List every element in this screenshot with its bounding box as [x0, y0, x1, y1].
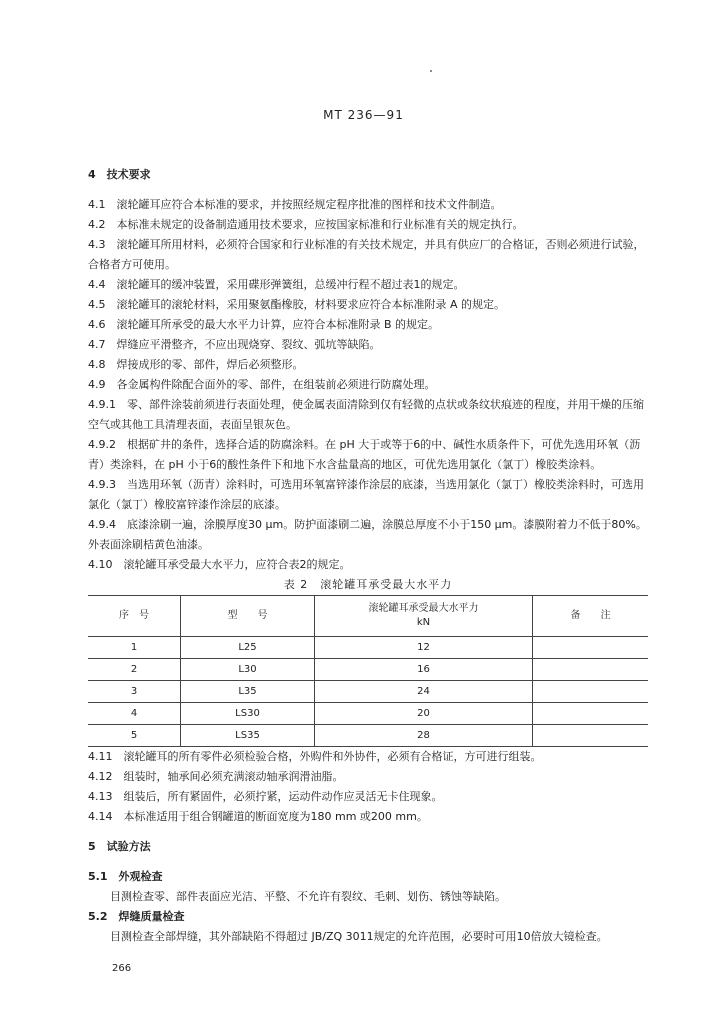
table-2-caption: 表 2 滚轮罐耳承受最大水平力 [283, 578, 453, 591]
cell-model: L25 [181, 637, 315, 659]
cell-model: L30 [181, 659, 315, 681]
cell-seq: 1 [88, 637, 181, 659]
clause-4-7: 4.7 焊缝应平滑整齐，不应出现烧穿、裂纹、弧坑等缺陷。 [88, 338, 381, 351]
cell-seq: 3 [88, 681, 181, 703]
subsection-5-2-title: 5.2 焊缝质量检查 [88, 910, 185, 923]
header-seq: 序 号 [88, 596, 181, 637]
header-note: 备 注 [533, 596, 649, 637]
table-row [88, 637, 648, 659]
table-row [88, 703, 648, 725]
clause-4-14: 4.14 本标准适用于组合钢罐道的断面宽度为180 mm 或200 mm。 [88, 810, 428, 823]
scan-speck [430, 70, 432, 72]
clause-4-6: 4.6 滚轮罐耳所承受的最大水平力计算，应符合本标准附录 B 的规定。 [88, 318, 440, 331]
subsection-5-2-text: 目测检查全部焊缝，其外部缺陷不得超过 JB/ZQ 3011规定的允许范围，必要时可用10倍放大镜检查。 [110, 930, 608, 943]
clause-4-9-3: 4.9.3 当选用环氧（沥青）涂料时，可选用环氧富锌漆作涂层的底漆，当选用氯化（氯丁）橡胶类涂料时，可选用氯化（氯丁）橡胶富锌漆作涂层的底漆。 [88, 478, 644, 511]
clause-4-9-4: 4.9.4 底漆涂刷一遍，涂膜厚度30 μm。防护面漆刷二遍，涂膜总厚度不小于150 μm。漆膜附着力不低于80%。外表面涂刷桔黄色油漆。 [88, 518, 647, 551]
clause-4-3: 4.3 滚轮罐耳所用材料，必须符合国家和行业标准的有关技术规定，并具有供应厂的合格证，否则必须进行试验，合格者方可使用。 [88, 238, 645, 271]
subsection-5-1-text: 目测检查零、部件表面应光洁、平整、不允许有裂纹、毛刺、划伤、锈蚀等缺陷。 [110, 890, 506, 903]
header-model: 型 号 [181, 596, 315, 637]
clause-4-10: 4.10 滚轮罐耳承受最大水平力，应符合表2的规定。 [88, 558, 351, 571]
clause-4-2: 4.2 本标准未规定的设备制造通用技术要求，应按国家标准和行业标准有关的规定执行。 [88, 218, 524, 231]
clause-4-13: 4.13 组装后，所有紧固件，必须拧紧，运动件动作应灵活无卡住现象。 [88, 790, 443, 803]
clause-4-9: 4.9 各金属构件除配合面外的零、部件，在组装前必须进行防腐处理。 [88, 378, 436, 391]
clause-4-1: 4.1 滚轮罐耳应符合本标准的要求，并按照经规定程序批准的图样和技术文件制造。 [88, 198, 502, 211]
cell-model: L35 [181, 681, 315, 703]
cell-note [533, 725, 649, 747]
subsection-5-1-title: 5.1 外观检查 [88, 870, 163, 883]
cell-seq: 5 [88, 725, 181, 747]
page-number: 266 [112, 963, 132, 974]
table-row [88, 681, 648, 703]
cell-force: 12 [315, 637, 533, 659]
cell-force: 16 [315, 659, 533, 681]
table-row [88, 725, 648, 747]
clause-4-9-1: 4.9.1 零、部件涂装前须进行表面处理，使金属表面清除到仅有轻微的点状或条纹状痕迹的程度，并用干燥的压缩空气或其他工具清理表面，表面呈银灰色。 [88, 398, 644, 431]
section-5-title: 5 试验方法 [88, 840, 151, 853]
clause-4-9-2: 4.9.2 根据矿井的条件，选择合适的防腐涂料。在 pH 大于或等于6的中、碱性水质条件下，可优先选用环氧（沥青）类涂料，在 pH 小于6的酸性条件下和地下水含盐量高的地区，可优先选用氯化（氯丁）橡胶类涂料。 [88, 438, 641, 471]
clause-4-5: 4.5 滚轮罐耳的滚轮材料，采用聚氨酯橡胶，材料要求应符合本标准附录 A 的规定。 [88, 298, 506, 311]
cell-seq: 4 [88, 703, 181, 725]
table-header-row [88, 596, 648, 637]
cell-seq: 2 [88, 659, 181, 681]
cell-force: 24 [315, 681, 533, 703]
cell-force: 28 [315, 725, 533, 747]
cell-force: 20 [315, 703, 533, 725]
cell-note [533, 659, 649, 681]
cell-note [533, 637, 649, 659]
cell-model: LS35 [181, 725, 315, 747]
header-force [315, 596, 533, 637]
cell-note [533, 681, 649, 703]
cell-model: LS30 [181, 703, 315, 725]
page-header: MT 236—91 [323, 108, 404, 122]
table-row [88, 659, 648, 681]
clause-4-12: 4.12 组装时，轴承间必须充满滚动轴承润滑油脂。 [88, 770, 344, 783]
table-2 [88, 595, 648, 747]
document-body [88, 165, 648, 947]
clause-4-11: 4.11 滚轮罐耳的所有零件必须检验合格，外购件和外协件，必须有合格证，方可进行组装。 [88, 750, 542, 763]
clause-4-8: 4.8 焊接成形的零、部件，焊后必须整形。 [88, 358, 304, 371]
header-force-unit: kN [416, 617, 431, 628]
section-4-title: 4 技术要求 [88, 168, 151, 181]
clause-4-4: 4.4 滚轮罐耳的缓冲装置，采用碟形弹簧组，总缓冲行程不超过表1的规定。 [88, 278, 465, 291]
header-force-label: 滚轮罐耳承受最大水平力 [368, 603, 479, 614]
cell-note [533, 703, 649, 725]
